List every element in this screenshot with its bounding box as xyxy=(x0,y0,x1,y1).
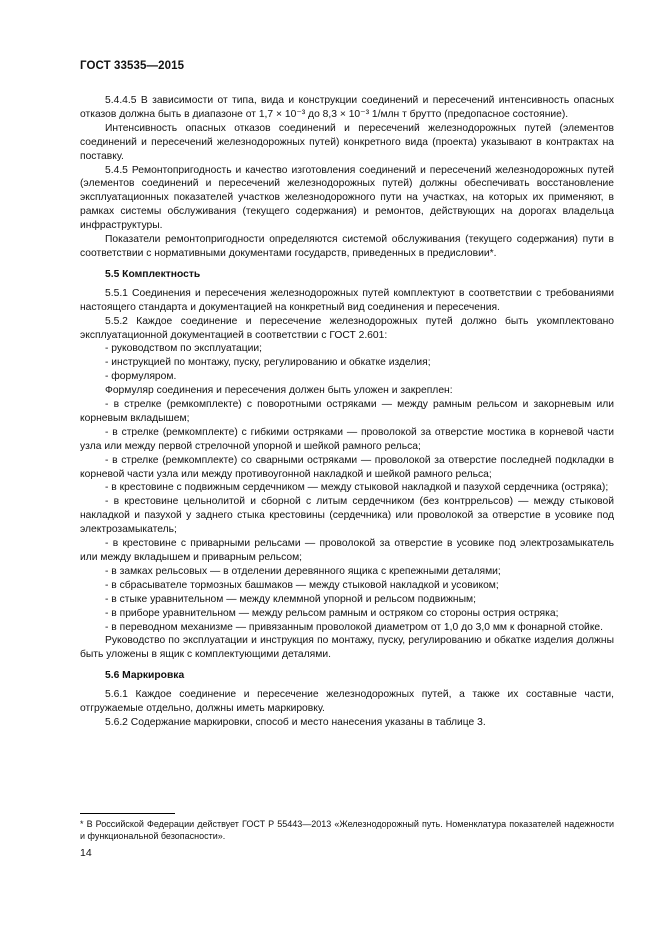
list-item: - в крестовине цельнолитой и сборной с литым сердечником (без контррельсов) — между стыковой накладкой и пазухой у заднего стыка крестовины (сердечника) или проволокой за отверстие в усовике под электрозамыкатель; xyxy=(80,496,614,536)
list-item: - инструкцией по монтажу, пуску, регулированию и обкатке изделия; xyxy=(105,357,431,369)
document-body xyxy=(80,94,614,730)
paragraph: Показатели ремонтопригодности определяются системой обслуживания (текущего содержания) пути в соответствии с нормативными документами государств, приведенных в предисловии*. xyxy=(80,234,614,259)
paragraph: 5.6.1 Каждое соединение и пересечение железнодорожных путей, а также их составные части, отгружаемые отдельно, должны иметь маркировку. xyxy=(80,689,614,715)
list-item: - в стрелке (ремкомплекте) со сварными остряками — проволокой за отверстие последней подкладки в корневой части узла или между противоугонной накладкой и шейкой рамного рельса; xyxy=(80,454,614,480)
document-header: ГОСТ 33535—2015 xyxy=(80,60,185,72)
paragraph: 5.5.1 Соединения и пересечения железнодорожных путей комплектуют в соответствии с требованиями настоящего стандарта и документацией на конкретный вид соединения и пересечения. xyxy=(80,287,614,313)
list-item: - в приборе уравнительном — между рельсом рамным и остряком со стороны острия остряка; xyxy=(105,607,559,619)
section-heading: 5.5 Комплектность xyxy=(105,268,201,280)
list-item: - в стрелке (ремкомплекте) с гибкими остряками — проволокой за отверстие мостика в корневой части узла или между первой стрелочной упорной и шейкой рамного рельса; xyxy=(80,426,614,452)
footnote-separator xyxy=(80,813,175,814)
paragraph: 5.6.2 Содержание маркировки, способ и место нанесения указаны в таблице 3. xyxy=(105,716,486,728)
list-item: - в сбрасывателе тормозных башмаков — между стыковой накладкой и усовиком; xyxy=(105,579,499,591)
paragraph: Руководство по эксплуатации и инструкция по монтажу, пуску, регулированию и обкатке изделия должны быть уложены в ящик с комплектующими деталями. xyxy=(80,635,614,661)
list-item: - формуляром. xyxy=(105,371,177,383)
paragraph: 5.5.2 Каждое соединение и пересечение железнодорожных путей должно быть укомплектовано эксплуатационной документацией в соответствии с ГОСТ 2.601: xyxy=(80,315,614,341)
paragraph: Формуляр соединения и пересечения должен быть уложен и закреплен: xyxy=(105,385,453,397)
list-item: - в крестовине с приварными рельсами — проволокой за отверстие в усовике под электрозамыкатель или между вкладышем и приварным рельсом; xyxy=(80,538,614,563)
footnote: * В Российской Федерации действует ГОСТ Р 55443—2013 «Железнодорожный путь. Номенклатура показателей надежности и функциональной безопасности». xyxy=(80,819,614,841)
list-item: - руководством по эксплуатации; xyxy=(105,343,263,355)
list-item: - в крестовине с подвижным сердечником — между стыковой накладкой и пазухой сердечника (остряка); xyxy=(105,482,609,494)
page-number: 14 xyxy=(80,847,92,859)
list-item: - в стрелке (ремкомплекте) с поворотными остряками — между рамным рельсом и закорневым или корневым вкладышем; xyxy=(80,399,614,424)
list-item: - в стыке уравнительном — между клеммной упорной и рельсом подвижным; xyxy=(105,593,476,605)
paragraph: 5.4.4.5 В зависимости от типа, вида и конструкции соединений и пересечений интенсивность опасных отказов должна быть в диапазоне от 1,7 × 10⁻³ до 8,3 × 10⁻³ 1/млн т брутто (предопасное состояние). xyxy=(80,95,614,120)
section-heading: 5.6 Маркировка xyxy=(105,670,185,682)
list-item: - в переводном механизме — привязанным проволокой диаметром от 1,0 до 3,0 мм к фонарной стойке. xyxy=(105,621,604,633)
paragraph: 5.4.5 Ремонтопригодность и качество изготовления соединений и пересечений железнодорожных путей (элементов соединений и пересечений железнодорожных путей) должны обеспечивать восстановление эксплуатационных показателей участков железнодорожного пути на участках, на которых их применяют, в рамках системы обслуживания (текущего содержания) и ремонтов, действующих на дорогах владельца инфраструктуры. xyxy=(80,164,614,232)
list-item: - в замках рельсовых — в отделении деревянного ящика с крепежными деталями; xyxy=(105,565,501,577)
paragraph: Интенсивность опасных отказов соединений и пересечений железнодорожных путей (элементов соединений и пересечений железнодорожных путей) конкретного вида (проекта) указывают в контрактах на поставку. xyxy=(80,122,614,162)
